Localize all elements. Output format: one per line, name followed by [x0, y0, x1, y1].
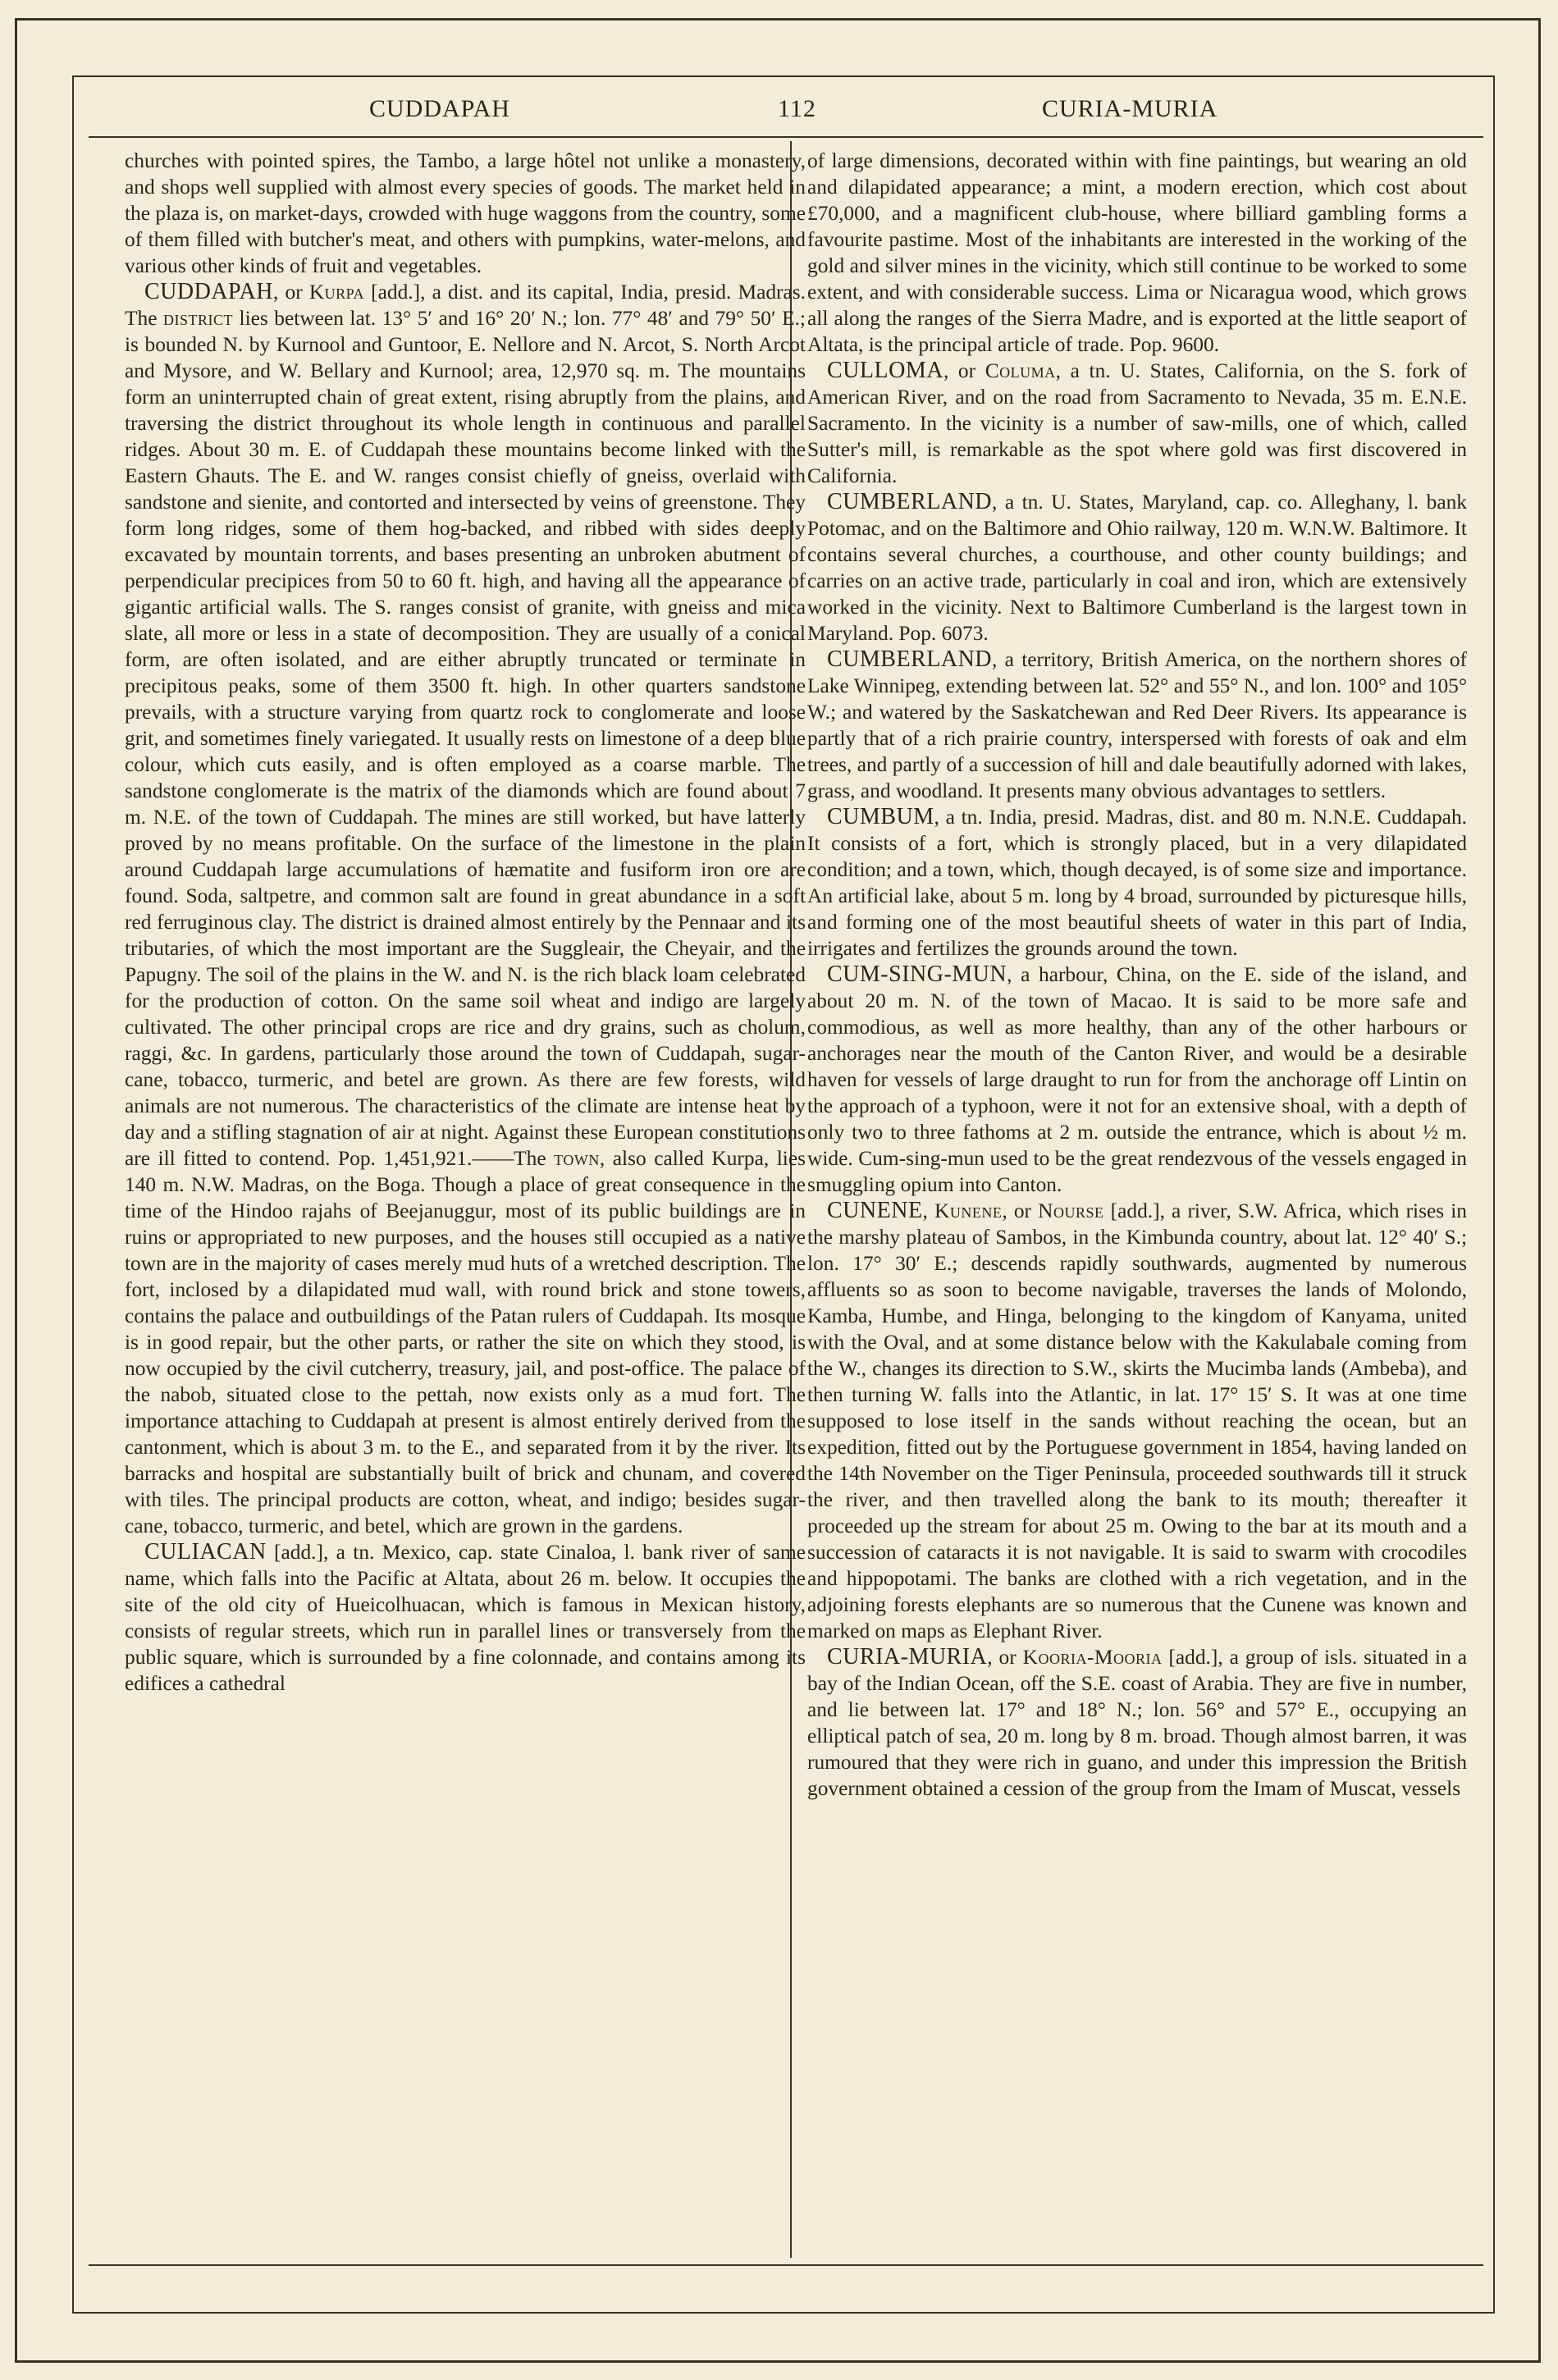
entry-cumbum: [807, 804, 1467, 962]
alt-name: Kunene: [934, 1199, 1003, 1222]
alt-name: Kurpa: [308, 281, 365, 304]
entry-text: [add.], a dist. and its capital, India, presid. Madras. The: [125, 281, 806, 330]
entry-curia-muria: [807, 1644, 1467, 1802]
entry-text: , or: [943, 359, 985, 382]
entry-text: [add.], a group of isls. situated in a bay of the Indian Ocean, off the S.E. coast of Arabia. They are five in number, and lie between lat. 17° and 18° N.; lon. 56° and 57° E., occupying an elliptical patch of sea, 20 m. long by 8 m. broad. Though almost barren, it was rumoured that they were rich in guano, and under this impression the British government obtained a cession of the group from the Imam of Muscat, vessels: [807, 1646, 1467, 1800]
entry-text: ,: [922, 1199, 935, 1222]
header-right-word: CURIA-MURIA: [1042, 95, 1218, 122]
entry-cunene: [807, 1198, 1467, 1644]
running-header: [90, 90, 1485, 131]
headword: CUMBUM: [827, 804, 934, 829]
right-column: [807, 148, 1467, 2248]
headword: CUNENE: [827, 1198, 923, 1223]
subsection-label: town: [554, 1147, 600, 1170]
entry-culiacan: [125, 1539, 806, 1697]
headword: CUM-SING-MUN: [827, 962, 1007, 987]
page-number: 112: [778, 95, 816, 122]
alt-name: Nourse: [1038, 1199, 1104, 1222]
subsection-label: district: [163, 307, 233, 330]
header-rule: [89, 136, 1483, 138]
headword: CULLOMA: [827, 358, 943, 383]
entry-cuddapah: [125, 279, 806, 1539]
headword: CURIA-MURIA: [827, 1644, 988, 1670]
entry-text: , a tn. U. States, California, on the S. fork of American River, and on the road from Sacramento to Nevada, 35 m. E.N.E. Sacramento. In the vicinity is a number of saw-mills, one of which, called Sutter's mill, is remarkable as the spot where gold was first discovered in California.: [807, 359, 1467, 487]
alt-name: Columa: [985, 359, 1056, 382]
alt-name: Kooria-Mooria: [1022, 1646, 1163, 1669]
entry-culloma: [807, 358, 1467, 489]
entry-text: [add.], a tn. Mexico, cap. state Cinaloa, l. bank river of same name, which falls into the Pacific at Altata, about 26 m. below. It occupies the site of the old city of Hueicolhuacan, which is famous in Mexican history, consists of regular streets, which run in parallel lines or transversely from the public square, which is surrounded by a fine colonnade, and contains among its edifices a cathedral: [125, 1541, 806, 1695]
headword: CUMBERLAND: [827, 489, 993, 514]
continuation-text: of large dimensions, decorated within with fine paintings, but wearing an old and dilapidated appearance; a mint, a modern erection, which cost about £70,000, and a magnificent club-house, where billiard gambling forms a favourite pastime. Most of the inhabitants are interested in the working of the gold and silver mines in the vicinity, which still continue to be worked to some extent, and with considerable success. Lima or Nicaragua wood, which grows all along the ranges of the Sierra Madre, and is exported at the little seaport of Altata, is the principal article of trade. Pop. 9600.: [807, 149, 1467, 356]
headword: CUDDAPAH: [144, 279, 274, 304]
headword: CUMBERLAND: [827, 646, 993, 672]
entry-cumberland-town: [807, 489, 1467, 646]
entry-text: lies between lat. 13° 5′ and 16° 20′ N.; lon. 77° 48′ and 79° 50′ E.; is bounded N. by Kurnool and Guntoor, E. Nellore and N. Arcot, S. North Arcot and Mysore, and W. Bellary and Kurnool; area, 12,970 sq. m. The mountains form an uninterrupted chain of great extent, rising abruptly from the plains, and traversing the district throughout its whole length in continuous and parallel ridges. About 30 m. E. of Cuddapah these mountains become linked with the Eastern Ghauts. The E. and W. ranges consist chiefly of gneiss, overlaid with sandstone and sienite, and contorted and intersected by veins of greenstone. They form long ridges, some of them hog-backed, and ribbed with sides deeply excavated by mountain torrents, and bases presenting an unbroken abutment of perpendicular precipices from 50 to 60 ft. high, and having all the appearance of gigantic artificial walls. The S. ranges consist of granite, with gneiss and mica slate, all more or less in a state of decomposition. They are usually of a conical form, are often isolated, and are either abruptly truncated or terminate in precipitous peaks, some of them 3500 ft. high. In other quarters sandstone prevails, with a structure varying from quartz rock to conglomerate and loose grit, and sometimes finely variegated. It usually rests on limestone of a deep blue colour, which cuts easily, and is often employed as a coarse marble. The sandstone conglomerate is the matrix of the diamonds which are found about 7 m. N.E. of the town of Cuddapah. The mines are still worked, but have latterly proved by no means profitable. On the surface of the limestone in the plain around Cuddapah large accumulations of hæmatite and fusiform iron ore are found. Soda, saltpetre, and common salt are found in great abundance in a soft red ferruginous clay. The district is drained almost entirely by the Pennaar and its tributaries, of which the most important are the Suggleair, the Cheyair, and the Papugny. The soil of the plains in the W. and N. is the rich black loam celebrated for the production of cotton. On the same soil wheat and indigo are largely cultivated. The other principal crops are rice and dry grains, such as cholum, raggi, &c. In gardens, particularly those around the town of Cuddapah, sugar-cane, tobacco, turmeric, and betel are grown. As there are few forests, wild animals are not numerous. The characteristics of the climate are intense heat by day and a stifling stagnation of air at night. Against these European constitutions are ill fitted to contend. Pop. 1,451,921.——The: [125, 307, 806, 1170]
continuation-text: churches with pointed spires, the Tambo, a large hôtel not unlike a monastery, and shops well supplied with almost every species of goods. The market held in the plaza is, on market-days, crowded with huge waggons from the country, some of them filled with butcher's meat, and others with pumpkins, water-melons, and various other kinds of fruit and vegetables.: [125, 149, 806, 277]
left-column: [125, 148, 806, 2248]
entry-text: , a harbour, China, on the E. side of the island, and about 20 m. N. of the town of Macao. It is said to be more safe and commodious, as well as more healthy, than any of the other harbours or anchorages near the mouth of the Canton River, and would be a desirable haven for vessels of large draught to run for from the anchorage off Lintin on the approach of a typhoon, were it not for an extensive shoal, with a depth of only two to three fathoms at 2 m. outside the entrance, which is about ½ m. wide. Cum-sing-mun used to be the great rendezvous of the vessels engaged in smuggling opium into Canton.: [807, 963, 1467, 1196]
headword: CULIACAN: [144, 1539, 267, 1565]
entry-cum-sing-mun: [807, 962, 1467, 1198]
entry-cumberland-territory: [807, 646, 1467, 804]
header-left-word: CUDDAPAH: [369, 95, 510, 122]
entry-text: , a tn. India, presid. Madras, dist. and 80 m. N.N.E. Cuddapah. It consists of a fort, which is strongly placed, but in a very dilapidated condition; and a town, which, though decayed, is of some size and importance. An artificial lake, about 5 m. long by 4 broad, surrounded by picturesque hills, and forming one of the most beautiful sheets of water in this part of India, irrigates and fertilizes the grounds around the town.: [807, 806, 1467, 960]
entry-text: , or: [1002, 1199, 1039, 1222]
entry-text: [add.], a river, S.W. Africa, which rises in the marshy plateau of Sambos, in the Kimbunda country, about lat. 12° 40′ S.; lon. 17° 30′ E.; descends rapidly southwards, augmented by numerous affluents so as soon to become navigable, traverses the lands of Molondo, Kamba, Humbe, and Hinga, belonging to the kingdom of Kanyama, united with the Oval, and at some distance below with the Kakulabale coming from the W., changes its direction to S.W., skirts the Mucimba lands (Ambeba), and then turning W. falls into the Atlantic, in lat. 17° 15′ S. It was at one time supposed to lose itself in the sands without reaching the ocean, but an expedition, fitted out by the Portuguese government in 1854, having landed on the 14th November on the Tiger Peninsula, proceeded southwards till it struck the river, and then travelled along the bank to its mouth; thereafter it proceeded up the stream for about 25 m. Owing to the bar at its mouth and a succession of cataracts it is not navigable. It is said to swarm with crocodiles and hippopotami. The banks are clothed with a rich vegetation, and in the adjoining forests elephants are so numerous that the Cunene was known and marked on maps as Elephant River.: [807, 1199, 1467, 1642]
entry-text: , a territory, British America, on the northern shores of Lake Winnipeg, extending between lat. 52° and 55° N., and lon. 100° and 105° W.; and watered by the Saskatchewan and Red Deer Rivers. Its appearance is partly that of a rich prairie country, interspersed with forests of oak and elm trees, and partly of a succession of hill and dale beautifully adorned with lakes, grass, and woodland. It presents many obvious advantages to settlers.: [807, 648, 1467, 802]
entry-text: , or: [273, 281, 309, 304]
entry-text: , a tn. U. States, Maryland, cap. co. Alleghany, l. bank Potomac, and on the Baltimore and Ohio railway, 120 m. W.N.W. Baltimore. It contains several churches, a courthouse, and other county buildings; and carries on an active trade, particularly in coal and iron, which are extensively worked in the vicinity. Next to Baltimore Cumberland is the largest town in Maryland. Pop. 6073.: [807, 491, 1467, 645]
bottom-rule: [89, 2264, 1483, 2266]
entry-text: , or: [987, 1646, 1023, 1669]
entry-text: , also called Kurpa, lies 140 m. N.W. Madras, on the Boga. Though a place of great consequence in the time of the Hindoo rajahs of Beejanuggur, most of its public buildings are in ruins or appropriated to new purposes, and the houses still occupied as a native town are in the majority of cases merely mud huts of a wretched description. The fort, inclosed by a dilapidated mud wall, with round brick and stone towers, contains the palace and outbuildings of the Patan rulers of Cuddapah. Its mosque is in good repair, but the other parts, or rather the site on which they stood, is now occupied by the civil cutcherry, treasury, jail, and post-office. The palace of the nabob, situated close to the pettah, now exists only as a mud fort. The importance attaching to Cuddapah at present is almost entirely derived from the cantonment, which is about 3 m. to the E., and separated from it by the river. Its barracks and hospital are substantially built of brick and chunam, and covered with tiles. The principal products are cotton, wheat, and indigo; besides sugar-cane, tobacco, turmeric, and betel, which are grown in the gardens.: [125, 1147, 806, 1537]
